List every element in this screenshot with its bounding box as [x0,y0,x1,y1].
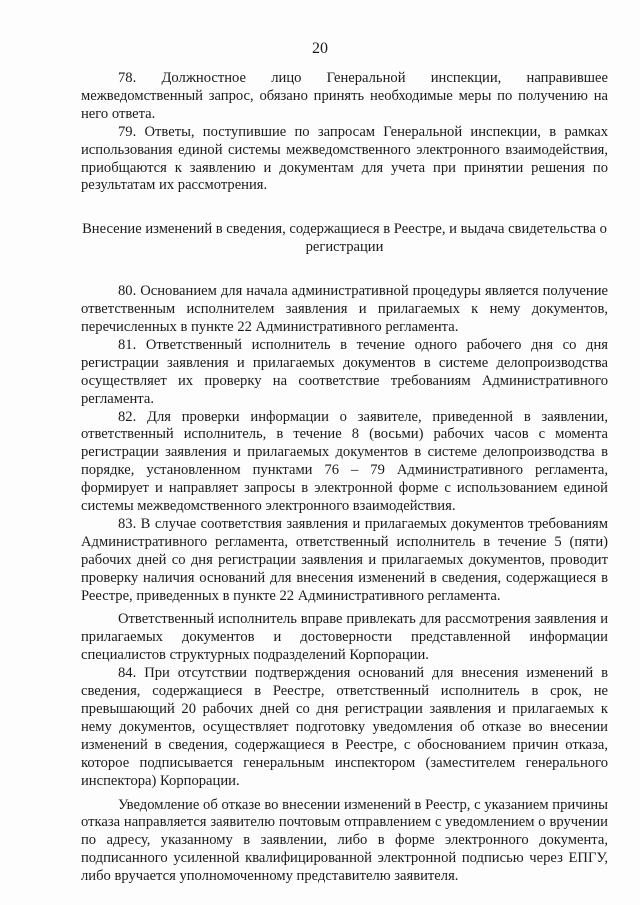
paragraph-84: 84. При отсутствии подтверждения оснований для внесения изменений в сведения, содержащиеся в Реестре, ответственный исполнитель в срок, не превышающий 20 рабочих дней со дня регистрации заявления и прилагаемых к нему документов, осуществляет подготовку уведомления об отказе во внесении изменений в сведения, содержащиеся в Реестре, с обоснованием причин отказа, которое подписывается генеральным инспектором (заместителем генерального инспектора) Корпорации. [81,665,608,789]
paragraph-78: 78. Должностное лицо Генеральной инспекции, направившее межведомственный запрос, обязано принять необходимые меры по получению на него ответа. [81,70,608,122]
paragraph-81: 81. Ответственный исполнитель в течение одного рабочего дня со дня регистрации заявления и прилагаемых документов в системе делопроизводства осуществляет их проверку на соответствие требованиям Административного регламента. [81,336,608,407]
paragraph-84-continuation: Уведомление об отказе во внесении изменений в Реестр, с указанием причины отказа направляется заявителю почтовым отправлением с уведомлением о вручении по адресу, указанному в заявлении, либо в форме электронного документа, подписанного усиленной квалифицированной электронной подписью через ЕПГУ, либо вручается уполномоченному представителю заявителя. [81,796,608,885]
document-body [81,70,608,886]
paragraph-80: 80. Основанием для начала административной процедуры является получение ответственным исполнителем заявления и прилагаемых к нему документов, перечисленных в пункте 22 Административного регламента. [81,283,608,335]
paragraph-79: 79. Ответы, поступившие по запросам Генеральной инспекции, в рамках использования единой системы межведомственного электронного взаимодействия, приобщаются к заявлению и документам для учета при принятии решения по результатам их рассмотрения. [81,123,608,194]
section-heading: Внесение изменений в сведения, содержащиеся в Реестре, и выдача свидетельства о регистрации [82,221,607,256]
paragraph-82: 82. Для проверки информации о заявителе, приведенной в заявлении, ответственный исполнитель, в течение 8 (восьми) рабочих часов с момента регистрации заявления и прилагаемых документов в системе делопроизводства в порядке, установленном пунктами 76 – 79 Административного регламента, формирует и направляет запросы в электронной форме с использованием единой системы межведомственного электронного взаимодействия. [81,408,608,515]
paragraph-83-continuation: Ответственный исполнитель вправе привлекать для рассмотрения заявления и прилагаемых документов и достоверности представленной информации специалистов структурных подразделений Корпорации. [81,611,608,664]
page-number: 20 [312,40,328,57]
paragraph-83: 83. В случае соответствия заявления и прилагаемых документов требованиям Административного регламента, ответственный исполнитель в течение 5 (пяти) рабочих дней со дня регистрации заявления и прилагаемых документов, проводит проверку наличия оснований для внесения изменений в сведения, содержащиеся в Реестре, приведенных в пункте 22 Административного регламента. [81,515,608,604]
